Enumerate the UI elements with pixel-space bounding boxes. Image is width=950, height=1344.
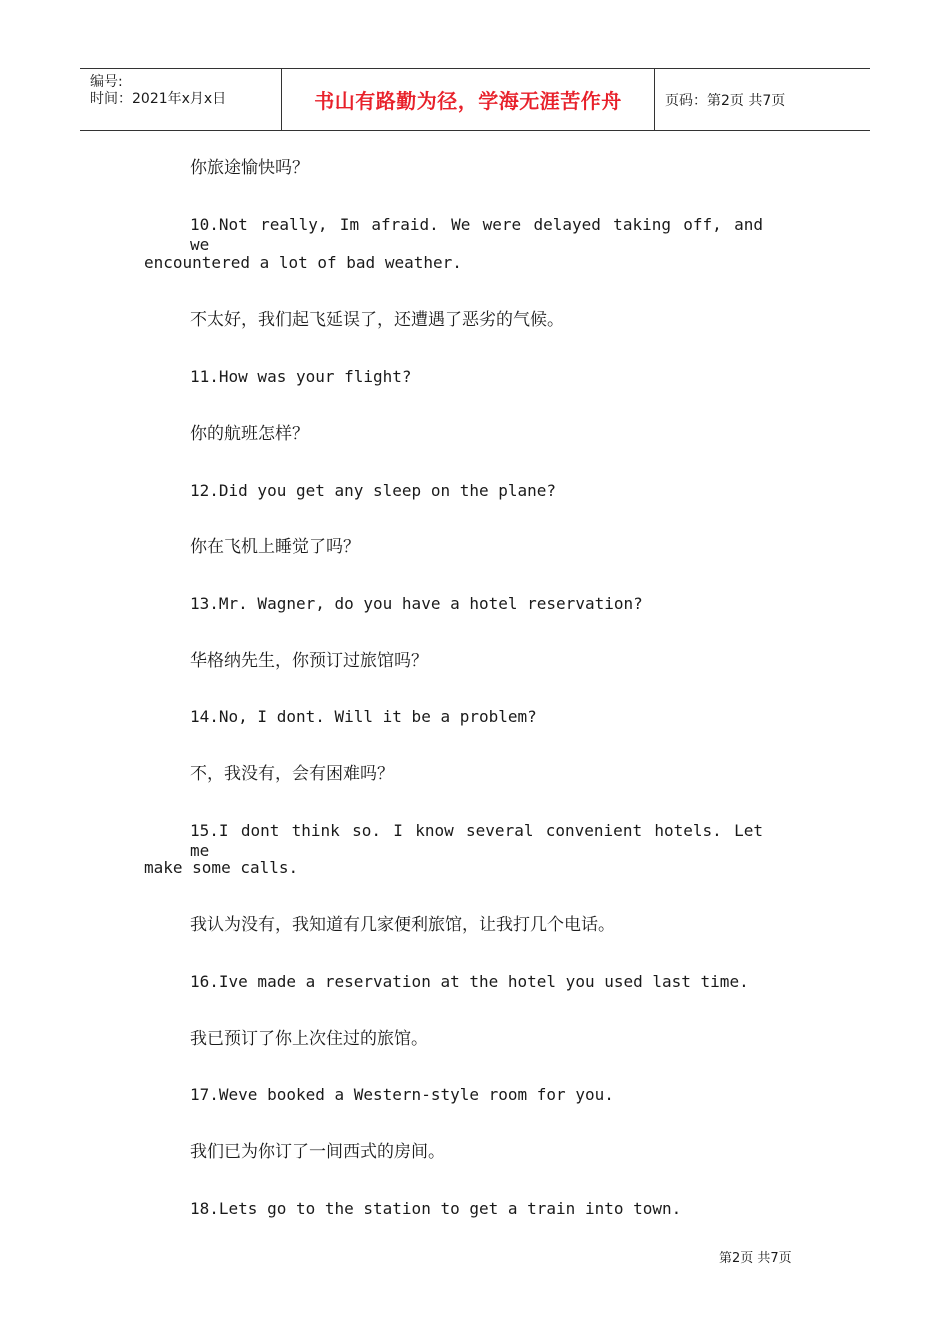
page-header <box>80 68 870 131</box>
text-line: 18.Lets go to the station to get a train into town. <box>190 1199 682 1218</box>
header-left-cell <box>80 69 282 130</box>
text-line: 15.I dont think so. I know several convenient hotels. Let me <box>190 821 763 860</box>
page-footer: 第2页 共7页 <box>719 1251 792 1266</box>
text-line: 13.Mr. Wagner, do you have a hotel reservation? <box>190 594 643 613</box>
text-line: 14.No, I dont. Will it be a problem? <box>190 707 537 726</box>
serial-number-label: 编号: <box>90 74 123 90</box>
text-line: 你旅途愉快吗？ <box>190 158 309 178</box>
text-line: 你的航班怎样？ <box>190 424 309 444</box>
text-line: 10.Not really, Im afraid. We were delayed taking off, and we <box>190 215 763 254</box>
text-line: encountered a lot of bad weather. <box>144 253 462 272</box>
header-right-cell <box>655 69 870 130</box>
header-page-info: 页码：第2页 共7页 <box>665 92 786 109</box>
text-line: 我认为没有，我知道有几家便利旅馆，让我打几个电话。 <box>190 915 615 935</box>
text-line: 不，我没有，会有困难吗？ <box>190 764 394 784</box>
text-line: 我们已为你订了一间西式的房间。 <box>190 1142 445 1162</box>
text-line: make some calls. <box>144 858 299 877</box>
text-line: 华格纳先生，你预订过旅馆吗？ <box>190 651 428 671</box>
header-motto-cell <box>282 69 655 130</box>
text-line: 12.Did you get any sleep on the plane? <box>190 481 557 500</box>
text-line: 11.How was your flight? <box>190 367 412 386</box>
date-label: 时间：2021年x月x日 <box>90 91 227 107</box>
text-line: 我已预订了你上次住过的旅馆。 <box>190 1029 428 1049</box>
motto-text: 书山有路勤为径，学海无涯苦作舟 <box>314 89 622 113</box>
text-line: 16.Ive made a reservation at the hotel you used last time. <box>190 972 749 991</box>
text-line: 17.Weve booked a Western-style room for you. <box>190 1085 614 1104</box>
text-line: 你在飞机上睡觉了吗？ <box>190 537 360 557</box>
text-line: 不太好，我们起飞延误了，还遭遇了恶劣的气候。 <box>190 310 564 330</box>
